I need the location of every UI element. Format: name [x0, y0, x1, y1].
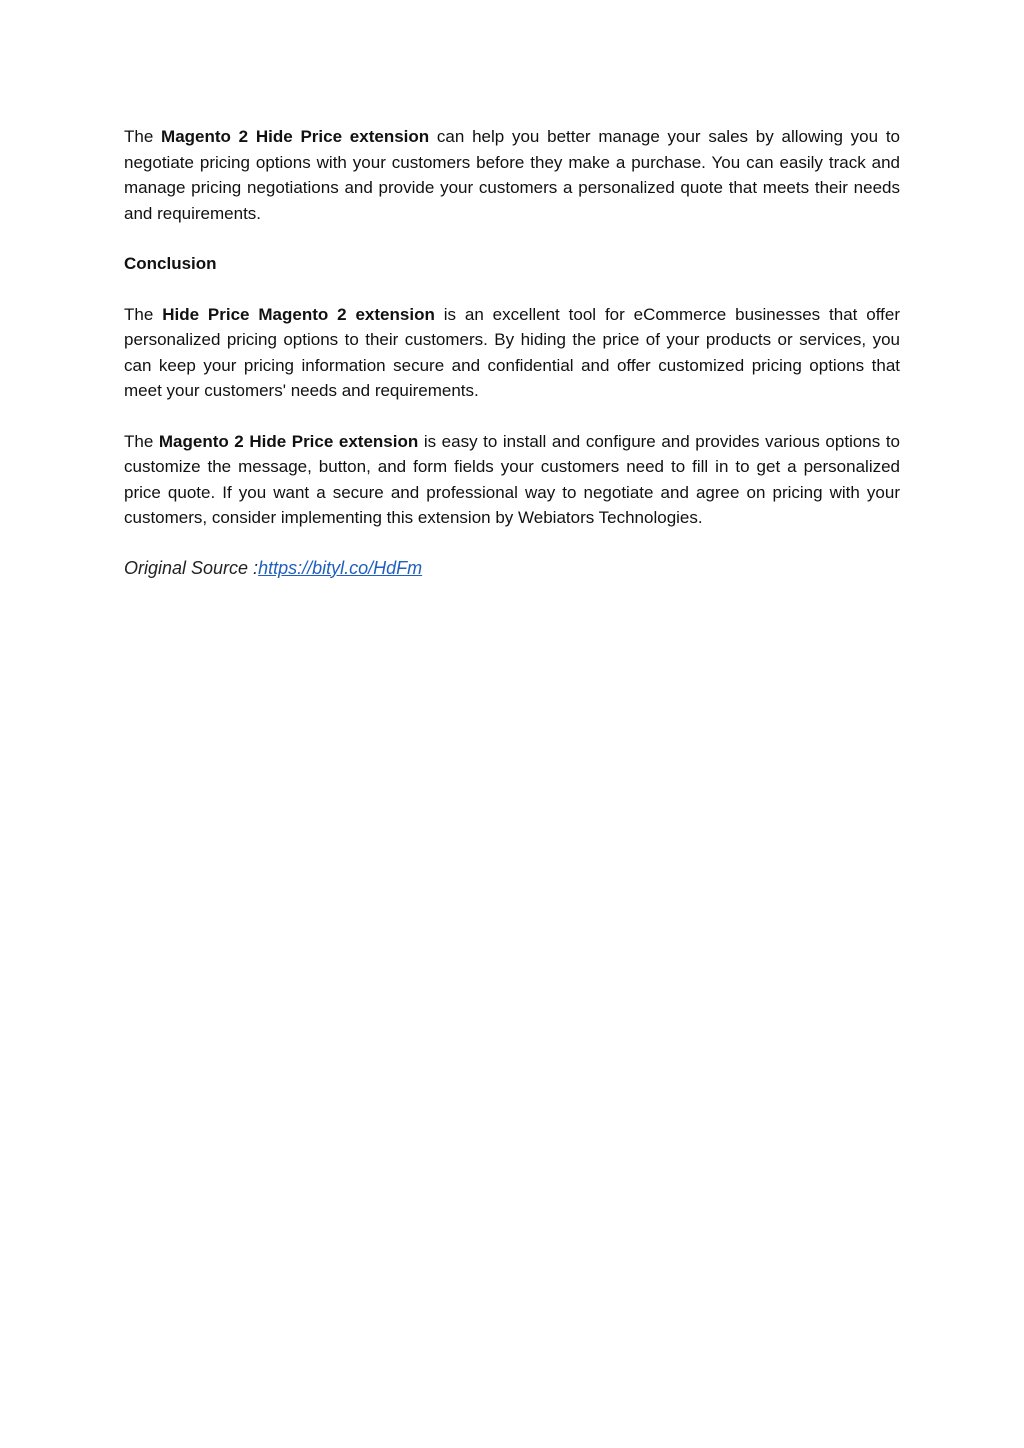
paragraph-conclusion-2-bold: Magento 2 Hide Price extension — [158, 431, 419, 451]
paragraph-conclusion-1-body: is an excellent tool for eCommerce businesses that offer personalized pricing options to their customers. By hiding the price of your products or services, you can keep your pricing information secure and confidential and offer customized pricing options that meet your customers' needs and requirements. — [124, 304, 901, 400]
source-label: Original Source : — [124, 557, 259, 578]
paragraph-conclusion-2 — [124, 429, 900, 531]
paragraph-intro-bold: Magento 2 Hide Price extension — [161, 127, 430, 146]
paragraph-intro-body: can help you better manage your sales by allowing you to negotiate pricing options with your customers before they make a purchase. You can easily track and manage pricing negotiations and provide your customers a personalized quote that meets their needs and requirements. — [124, 127, 900, 223]
paragraph-conclusion-1-prefix: The — [124, 304, 163, 324]
paragraph-conclusion-1-bold: Hide Price Magento 2 extension — [162, 304, 435, 324]
document-content — [124, 124, 900, 581]
section-heading: Conclusion — [124, 254, 217, 273]
source-link[interactable]: https://bityl.co/HdFm — [258, 557, 423, 578]
paragraph-conclusion-2-prefix: The — [124, 431, 159, 451]
paragraph-conclusion-2-body: is easy to install and configure and provides various options to customize the message, button, and form fields your customers need to fill in to get a personalized price quote. If you want a secure and professional way to negotiate and agree on pricing with your customers, consider implementing this extension by Webiators Technologies. — [124, 431, 900, 527]
paragraph-intro — [124, 124, 900, 226]
source-line — [124, 556, 900, 582]
paragraph-conclusion-1 — [124, 302, 900, 404]
paragraph-intro-prefix: The — [124, 127, 162, 146]
